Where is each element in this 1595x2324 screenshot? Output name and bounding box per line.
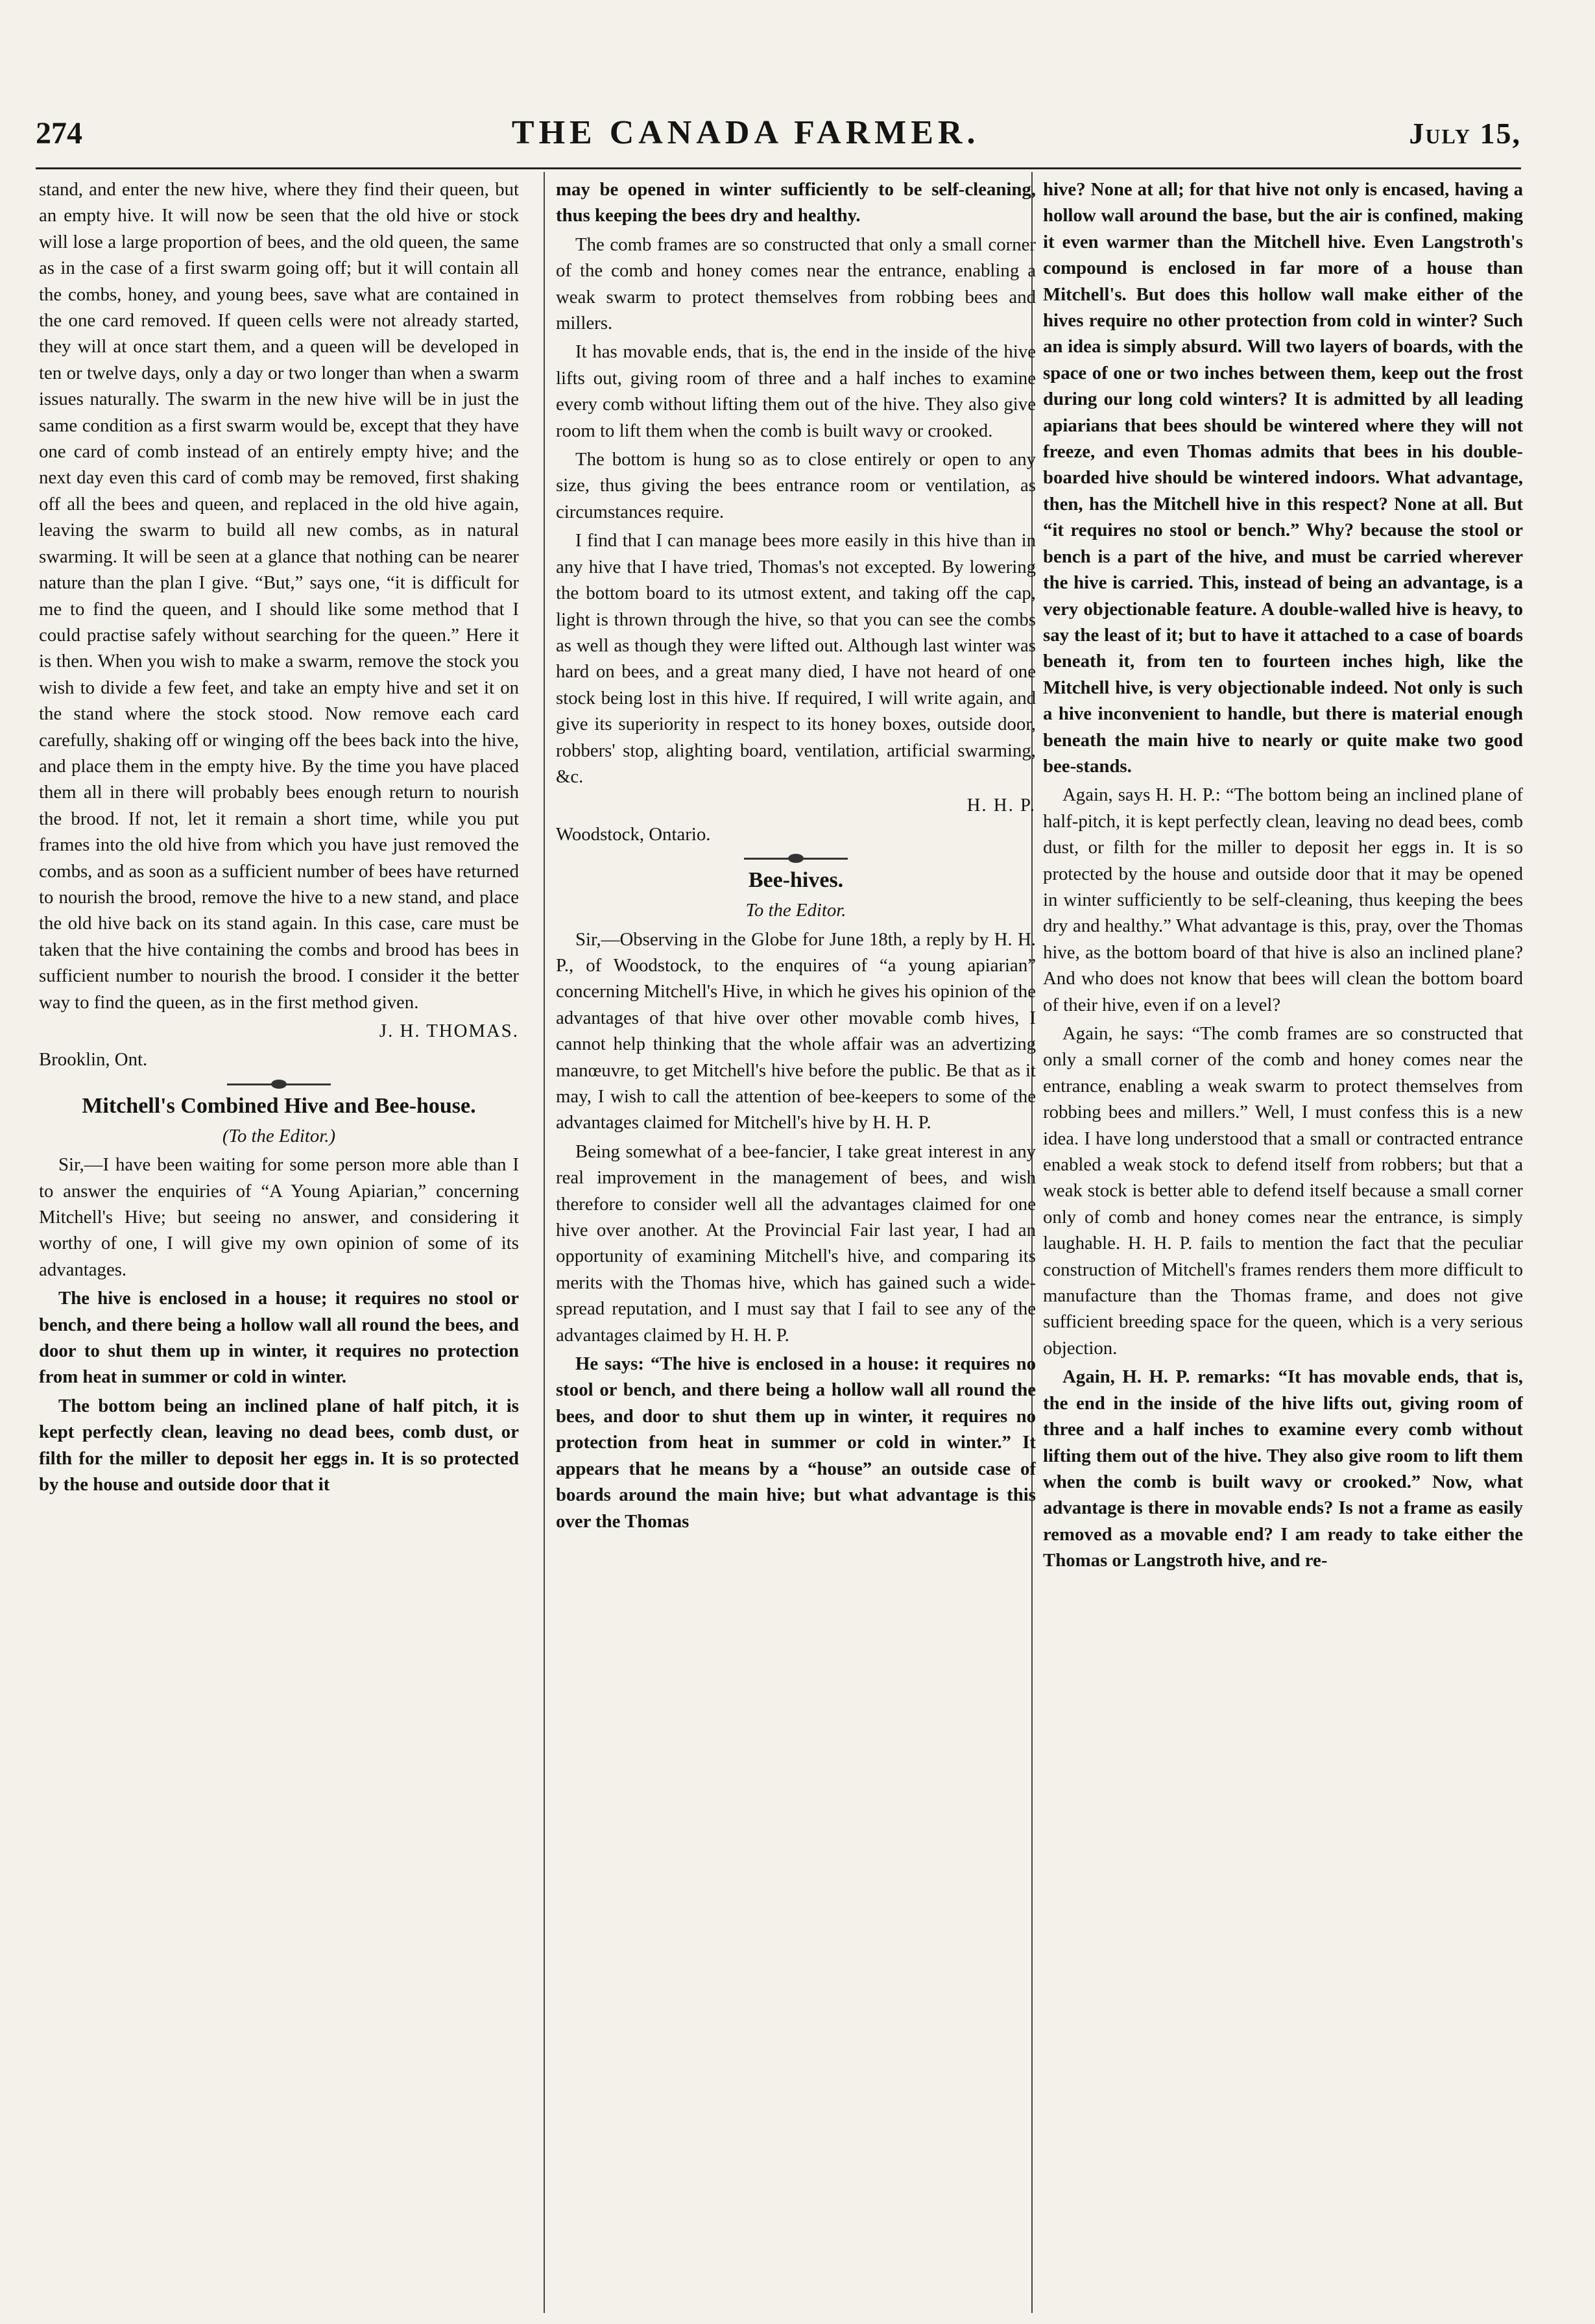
article-paragraph: It has movable ends, that is, the end in the inside of the hive lifts out, giving room of three and a half inches to examine every comb without lifting them out of the hive. They also give room to lift them when the comb is built wavy or crooked. — [556, 341, 1036, 441]
article-heading: Bee-hives. — [748, 868, 844, 893]
article-paragraph: The comb frames are so constructed that only a small corner of the comb and honey comes near the entrance, enabling a weak swarm to protect themselves from robbing bees and millers. — [556, 234, 1036, 334]
column-3 — [1043, 176, 1523, 2305]
article-paragraph: The bottom being an inclined plane of half pitch, it is kept perfectly clean, leaving no dead bees, comb dust, or filth for the miller to deposit her eggs in. It is so protected by the house and outside door that it — [39, 1395, 519, 1495]
to-editor-line: (To the Editor.) — [222, 1125, 336, 1146]
article-paragraph: may be opened in winter sufficiently to be self-cleaning, thus keeping the bees dry and healthy. — [556, 179, 1036, 226]
article-paragraph: Again, he says: “The comb frames are so constructed that only a small corner of the comb and honey comes near the entrance, enabling a weak swarm to protect themselves from robbing bees and millers.” Well, I must confess this is a new idea. I have long understood that a small or contracted entrance enabled a weak stock to defend itself from robbers; but that a weak stock is better able to defend itself because a small corner only of comb and honey comes near the entrance, is simply laughable. H. H. P. fails to mention the fact that the peculiar construction of Mitchell's frames renders them more difficult to manufacture than the Thomas frame, and does not give sufficient breeding space for the queen, which is a very serious objection. — [1043, 1023, 1523, 1359]
page-header — [36, 114, 1521, 159]
dateline-place: Brooklin, Ont. — [39, 1049, 148, 1071]
article-paragraph: Again, H. H. P. remarks: “It has movable ends, that is, the end in the inside of the hive lifts out, giving room of three and a half inches to examine every comb without lifting them out of the hive. They also give room to lift them when the comb is built wavy or crooked.” Now, what advantage is there in movable ends? Is not a frame as easily removed as a movable end? I am ready to take either the Thomas or Langstroth hive, and re- — [1043, 1366, 1523, 1571]
article-paragraph: stand, and enter the new hive, where they find their queen, but an empty hive. It will now be seen that the old hive or stock will lose a large proportion of bees, and the old queen, the same as in the case of a first swarm going off; but it will contain all the combs, honey, and young bees, save what are contained in the one card removed. If queen cells were not already started, they will at once start them, and a queen will be developed in ten or twelve days, only a day or two longer than when a swarm issues naturally. The swarm in the new hive will be in just the same condition as a first swarm would be, except that they have one card of comb instead of an entirely empty hive; and the next day even this card of comb may be removed, first shaking off all the bees and queen, and replaced in the old hive again, leaving the swarm to build all new combs, as in natural swarming. It will be seen at a glance that nothing can be nearer nature than the plan I give. “But,” says one, “it is difficult for me to find the queen, and I should like some method that I could practise safely without searching for the queen.” Here it is then. When you wish to make a swarm, remove the stock you wish to divide a few feet, and take an empty hive and set it on the stand where the stock stood. Now remove each card carefully, shaking off or winging off the bees back into the hive, and place them in the empty hive. By the time you have placed them all in there will probably bees enough return to nourish the brood. If not, let it remain a short time, while you put frames into the old hive from which you have just removed the combs, and as soon as a sufficient number of bees have returned to nourish the brood, remove the hive to a new stand, and place the old hive back on its stand again. In this case, care must be taken that the hive containing the combs and brood has bees in sufficient number to nourish the brood. I consider it the better way to find the queen, as in the first method given. — [39, 179, 519, 1013]
article-paragraph: hive? None at all; for that hive not only is encased, having a hollow wall around the base, but the air is confined, making it even warmer than the Mitchell hive. Even Langstroth's compound is enclosed in far more of a house than Mitchell's. But does this hollow wall make either of the hives require no other protection from cold in winter? Such an idea is simply absurd. Will two layers of boards, with the space of one or two inches between them, keep out the frost during our long cold winters? It is admitted by all leading apiarians that bees should be wintered where they will not freeze, and even Thomas admits that bees in his double-boarded hive should be wintered indoors. What advantage, then, has the Mitchell hive in this respect? None at all. But “it requires no stool or bench.” Why? because the stool or bench is a part of the hive, and must be carried wherever the hive is carried. This, instead of being an advantage, is a very objectionable feature. A double-walled hive is heavy, to say the least of it; but to have it attached to a case of boards beneath it, from ten to fourteen inches high, like the Mitchell hive, is very objectionable indeed. Not only is such a hive inconvenient to handle, but there is material enough beneath the main hive to nearly or quite make two good bee-stands. — [1043, 179, 1523, 777]
article-paragraph: The hive is enclosed in a house; it requires no stool or bench, and there being a hollow wall all round the bees, and door to shut them up in winter, it requires no protection from heat in summer or cold in winter. — [39, 1288, 519, 1388]
column-1 — [39, 176, 519, 2305]
page-number: 274 — [36, 116, 82, 151]
masthead-title: THE CANADA FARMER. — [511, 114, 980, 151]
column-2 — [556, 176, 1036, 2305]
signature: J. H. THOMAS. — [379, 1021, 519, 1041]
header-rule — [36, 167, 1521, 169]
article-paragraph: Sir,—Observing in the Globe for June 18th, a reply by H. H. P., of Woodstock, to the enquires of “a young apiarian” concerning Mitchell's Hive, in which he gives his opinion of the advantages of that hive over other movable comb hives, I cannot help thinking that the whole affair was an advertizing manœuvre, to get Mitchell's hive before the public. Be that as it may, I wish to call the attention of bee-keepers to some of the advantages claimed for Mitchell's hive by H. H. P. — [556, 928, 1036, 1133]
article-paragraph: The bottom is hung so as to close entirely or open to any size, thus giving the bees entrance room or ventilation, as circumstances require. — [556, 449, 1036, 522]
article-paragraph: I find that I can manage bees more easily in this hive than in any hive that I have tried, Thomas's not excepted. By lowering the bottom board to its utmost extent, and taking off the cap, light is thrown through the hive, so that you can see the combs as well as though they were lifted out. Although last winter was hard on bees, and a great many died, I have not heard of one stock being lost in this hive. If required, I will write again, and give its superiority in respect to its honey boxes, outside door, robbers' stop, alighting board, ventilation, artificial swarming, &c. — [556, 530, 1036, 787]
signature: H. H. P. — [966, 795, 1036, 816]
article-paragraph: Again, says H. H. P.: “The bottom being an inclined plane of half-pitch, it is kept perfectly clean, leaving no dead bees, comb dust, or filth for the miller to deposit her eggs in. It is so protected by the house and outside door that it may be opened in winter sufficiently to be self-cleaning, thus keeping the bees dry and healthy.” What advantage is this, pray, over the Thomas hive, as the bottom board of that hive is also an inclined plane? And who does not know that bees will clean the bottom board of their hive, even if on a level? — [1043, 784, 1523, 1015]
article-heading: Mitchell's Combined Hive and Bee-house. — [82, 1093, 476, 1118]
to-editor-line: To the Editor. — [745, 900, 846, 921]
dateline-place: Woodstock, Ontario. — [556, 823, 711, 845]
column-divider — [544, 172, 545, 2313]
article-paragraph: Sir,—I have been waiting for some person more able than I to answer the enquiries of “A Young Apiarian,” concerning Mitchell's Hive; but seeing no answer, and considering it worthy of one, I will give my own opinion of some of its advantages. — [39, 1154, 519, 1280]
section-ornament — [227, 1083, 331, 1085]
article-paragraph: Being somewhat of a bee-fancier, I take great interest in any real improvement in the management of bees, and wish therefore to consider well all the advantages claimed for one hive over another. At the Provincial Fair last year, I had an opportunity of examining Mitchell's hive, and comparing its merits with the Thomas hive, which has gained such a wide-spread reputation, and I must say that I fail to see any of the advantages claimed by H. H. P. — [556, 1141, 1036, 1346]
section-ornament — [744, 858, 848, 860]
article-paragraph: He says: “The hive is enclosed in a house: it requires no stool or bench, and there being a hollow wall all round the bees, and door to shut them up in winter, it requires no protection from heat in summer or cold in winter.” It appears that he means by a “house” an outside case of boards around the main hive; but what advantage is this over the Thomas — [556, 1353, 1036, 1532]
issue-date: July 15, — [1409, 117, 1521, 150]
